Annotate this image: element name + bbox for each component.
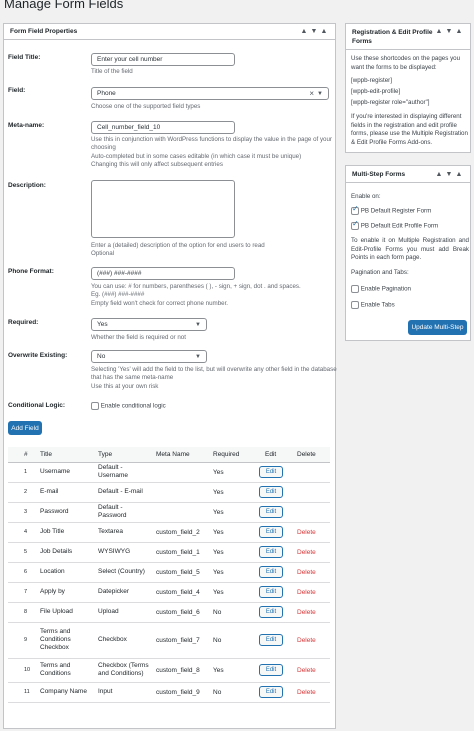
- table-row: [8, 622, 330, 658]
- meta-help-line: choosing: [91, 144, 116, 152]
- delete-link[interactable]: Delete: [297, 528, 316, 536]
- table-row: [8, 582, 330, 602]
- description-label: Description:: [8, 182, 46, 189]
- row-meta-name: [152, 462, 209, 482]
- row-meta-name: custom_field_7: [152, 622, 209, 658]
- row-type: Textarea: [94, 522, 152, 542]
- edit-profile-checkbox[interactable]: [351, 222, 359, 230]
- shortcode-edit-profile: [wppb-edit-profile]: [351, 88, 401, 95]
- table-row: [8, 502, 330, 522]
- row-delete-cell: [293, 562, 330, 582]
- row-required: Yes: [209, 562, 255, 582]
- register-form-text: PB Default Register Form: [360, 207, 432, 215]
- row-edit-cell: [255, 462, 293, 482]
- row-required: Yes: [209, 502, 255, 522]
- row-delete-cell: [293, 682, 330, 702]
- meta-name-value: Cell_number_field_10: [97, 124, 161, 131]
- field-title-help: Title of the field: [91, 68, 133, 75]
- phone-format-label: Phone Format:: [8, 268, 54, 275]
- required-help: Whether the field is required or not: [91, 334, 186, 341]
- multistep-note: To enable it on Multiple Registration and Edit-Profile Forms you must add Break Points in each form page.: [351, 237, 469, 261]
- row-required: No: [209, 602, 255, 622]
- row-number: 11: [8, 682, 36, 702]
- row-delete-cell: [293, 602, 330, 622]
- clear-icon[interactable]: ×: [309, 89, 315, 98]
- row-required: Yes: [209, 482, 255, 502]
- delete-link[interactable]: Delete: [297, 588, 316, 596]
- meta-name-help: [91, 136, 332, 169]
- meta-name-label: Meta-name:: [8, 122, 45, 129]
- panel-header: [4, 24, 335, 40]
- move-down-icon[interactable]: ▼: [445, 28, 453, 35]
- row-delete-cell: [293, 482, 330, 502]
- row-meta-name: custom_field_8: [152, 658, 209, 682]
- col-meta-name: Meta Name: [152, 447, 209, 462]
- table-row: [8, 562, 330, 582]
- row-edit-cell: [255, 482, 293, 502]
- description-help: [91, 242, 265, 259]
- row-edit-cell: [255, 502, 293, 522]
- row-required: Yes: [209, 658, 255, 682]
- row-number: 9: [8, 622, 36, 658]
- row-meta-name: custom_field_5: [152, 562, 209, 582]
- row-title: E-mail: [36, 482, 94, 502]
- table-row: [8, 522, 330, 542]
- edit-profile-option[interactable]: [351, 222, 438, 231]
- shortcodes-outro: If you're interested in displaying different fields in the registration and edit profile forms, please use the Multiple Registration & Edit Profile Forms Add-ons.: [351, 113, 468, 146]
- row-required: Yes: [209, 522, 255, 542]
- row-type: Upload: [94, 602, 152, 622]
- overwrite-help-line: that has the same meta-name: [91, 374, 174, 382]
- panel-header: [346, 166, 470, 183]
- tabs-text: Enable Tabs: [360, 301, 395, 309]
- row-edit-cell: [255, 658, 293, 682]
- table-row: [8, 462, 330, 482]
- row-title: Location: [36, 562, 94, 582]
- row-required: Yes: [209, 582, 255, 602]
- delete-link[interactable]: Delete: [297, 568, 316, 576]
- overwrite-value: No: [97, 353, 106, 360]
- row-delete-cell: [293, 542, 330, 562]
- move-up-icon[interactable]: ▲: [300, 28, 308, 35]
- description-help-line: Enter a (detailed) description of the option for end users to read: [91, 242, 265, 249]
- required-value: Yes: [97, 321, 108, 328]
- phone-format-input[interactable]: [91, 267, 235, 280]
- meta-help-line: Use this in conjunction with WordPress functions to display the value in the page of your: [91, 136, 332, 143]
- enable-on-label: Enable on:: [351, 193, 381, 200]
- overwrite-help-line: Use this at your own risk: [91, 382, 159, 390]
- col-delete: Delete: [293, 447, 330, 462]
- row-title: Username: [36, 462, 94, 482]
- meta-help-line: Auto-completed but in some cases editable (in which case it must be unique): [91, 152, 302, 160]
- row-meta-name: custom_field_2: [152, 522, 209, 542]
- row-required: Yes: [209, 542, 255, 562]
- row-number: 1: [8, 462, 36, 482]
- row-edit-cell: [255, 582, 293, 602]
- row-meta-name: custom_field_1: [152, 542, 209, 562]
- row-type: Default - E-mail: [94, 482, 152, 502]
- chevron-down-icon: ▼: [317, 90, 323, 97]
- field-type-help: Choose one of the supported field types: [91, 103, 201, 110]
- row-title: Company Name: [36, 682, 94, 702]
- row-required: Yes: [209, 462, 255, 482]
- row-title: Terms and Conditions Checkbox: [36, 622, 94, 658]
- overwrite-help: [91, 366, 337, 391]
- field-title-value: Enter your cell number: [97, 56, 163, 63]
- col-type: Type: [94, 447, 152, 462]
- conditional-logic-checkbox[interactable]: [91, 402, 99, 410]
- collapse-toggle-icon[interactable]: ▲: [455, 28, 463, 35]
- row-type: Checkbox (Terms and Conditions): [94, 658, 152, 682]
- pagination-option[interactable]: [351, 285, 411, 294]
- row-title: Apply by: [36, 582, 94, 602]
- table-row: [8, 482, 330, 502]
- row-number: 5: [8, 542, 36, 562]
- row-number: 6: [8, 562, 36, 582]
- delete-link[interactable]: Delete: [297, 608, 316, 616]
- field-title-input[interactable]: [91, 53, 235, 66]
- edit-button[interactable]: Edit: [259, 466, 283, 478]
- pagination-text: Enable Pagination: [360, 285, 411, 293]
- phone-help-line: Empty field won't check for correct phone number.: [91, 299, 229, 307]
- conditional-logic-text: Enable conditional logic: [100, 402, 166, 410]
- row-edit-cell: [255, 562, 293, 582]
- conditional-logic-label: Conditional Logic:: [8, 402, 66, 409]
- collapse-toggle-icon[interactable]: ▲: [320, 28, 328, 35]
- edit-button[interactable]: Edit: [259, 566, 283, 578]
- col-number: #: [8, 447, 36, 462]
- delete-link[interactable]: Delete: [297, 636, 316, 644]
- delete-link[interactable]: Delete: [297, 666, 316, 674]
- register-form-checkbox[interactable]: [351, 207, 359, 215]
- row-delete-cell: [293, 522, 330, 542]
- table-header-row: [8, 447, 330, 462]
- add-field-button[interactable]: Add Field: [8, 421, 42, 435]
- row-delete-cell: [293, 622, 330, 658]
- row-edit-cell: [255, 602, 293, 622]
- row-type: Input: [94, 682, 152, 702]
- row-type: Default - Username: [94, 462, 152, 482]
- tabs-option[interactable]: [351, 301, 395, 310]
- panel-header: [346, 24, 470, 50]
- row-title: Job Details: [36, 542, 94, 562]
- register-form-option[interactable]: [351, 207, 431, 216]
- edit-profile-text: PB Default Edit Profile Form: [360, 222, 439, 230]
- panel-title: Form Field Properties: [10, 28, 78, 35]
- shortcodes-intro: Use these shortcodes on the pages you want the forms to be displayed:: [351, 55, 461, 71]
- edit-button[interactable]: Edit: [259, 634, 283, 646]
- overwrite-label: Overwrite Existing:: [8, 352, 68, 359]
- delete-link[interactable]: Delete: [297, 548, 316, 556]
- row-number: 3: [8, 502, 36, 522]
- phone-format-value: (###) ###-####: [97, 270, 142, 277]
- description-textarea[interactable]: [91, 180, 235, 238]
- row-number: 10: [8, 658, 36, 682]
- overwrite-select[interactable]: [91, 350, 207, 363]
- row-delete-cell: [293, 582, 330, 602]
- row-number: 7: [8, 582, 36, 602]
- move-down-icon[interactable]: ▼: [310, 28, 318, 35]
- panel-title: Registration & Edit Profile Forms: [352, 29, 433, 45]
- edit-button[interactable]: Edit: [259, 546, 283, 558]
- tabs-checkbox[interactable]: [351, 301, 359, 309]
- field-type-label: Field:: [8, 87, 26, 94]
- pagination-checkbox[interactable]: [351, 285, 359, 293]
- row-title: Job Title: [36, 522, 94, 542]
- col-title: Title: [36, 447, 94, 462]
- move-down-icon[interactable]: ▼: [445, 170, 453, 178]
- delete-link[interactable]: Delete: [297, 688, 316, 696]
- phone-help-line: You can use: # for numbers, parentheses ( ), - sign, + sign, dot . and spaces.: [91, 283, 301, 290]
- meta-help-line: Changing this will only affect subsequent entries: [91, 160, 223, 168]
- pagination-tabs-label: Pagination and Tabs:: [351, 269, 409, 276]
- shortcode-register-author: [wppb-register role="author"]: [351, 99, 430, 106]
- phone-format-help: [91, 283, 301, 308]
- field-title-label: Field Title:: [8, 54, 41, 61]
- row-number: 8: [8, 602, 36, 622]
- row-title: Password: [36, 502, 94, 522]
- row-type: Datepicker: [94, 582, 152, 602]
- row-title: Terms and Conditions: [36, 658, 94, 682]
- row-edit-cell: [255, 622, 293, 658]
- row-meta-name: custom_field_4: [152, 582, 209, 602]
- row-edit-cell: [255, 682, 293, 702]
- edit-button[interactable]: Edit: [259, 586, 283, 598]
- conditional-logic-option[interactable]: [91, 402, 166, 411]
- description-help-line: Optional: [91, 250, 115, 258]
- panel-title: Multi-Step Forms: [352, 170, 406, 178]
- row-type: Default - Password: [94, 502, 152, 522]
- row-delete-cell: [293, 502, 330, 522]
- edit-button[interactable]: Edit: [259, 486, 283, 498]
- row-title: File Upload: [36, 602, 94, 622]
- overwrite-help-line: Selecting 'Yes' will add the field to the list, but will overwrite any other field in the database: [91, 366, 337, 373]
- required-select[interactable]: [91, 318, 207, 331]
- row-meta-name: [152, 502, 209, 522]
- row-required: No: [209, 622, 255, 658]
- col-required: Required: [209, 447, 255, 462]
- move-up-icon[interactable]: ▲: [435, 170, 443, 178]
- collapse-toggle-icon[interactable]: ▲: [455, 170, 463, 178]
- update-multistep-button[interactable]: Update Multi-Step: [408, 320, 467, 335]
- field-type-value: Phone: [97, 90, 116, 97]
- row-type: Checkbox: [94, 622, 152, 658]
- shortcode-register: [wppb-register]: [351, 77, 392, 84]
- phone-help-line: Eg. (###) ###-####: [91, 291, 145, 299]
- edit-button[interactable]: Edit: [259, 506, 283, 518]
- table-row: [8, 682, 330, 702]
- required-label: Required:: [8, 319, 39, 326]
- table-row: [8, 602, 330, 622]
- row-required: No: [209, 682, 255, 702]
- table-row: [8, 542, 330, 562]
- row-meta-name: custom_field_9: [152, 682, 209, 702]
- edit-button[interactable]: Edit: [259, 686, 283, 698]
- row-number: 4: [8, 522, 36, 542]
- row-number: 2: [8, 482, 36, 502]
- chevron-down-icon: ▼: [195, 321, 201, 328]
- row-meta-name: custom_field_6: [152, 602, 209, 622]
- fields-table: [8, 447, 330, 703]
- col-edit: Edit: [255, 447, 293, 462]
- table-row: [8, 658, 330, 682]
- row-type: WYSIWYG: [94, 542, 152, 562]
- meta-name-input[interactable]: [91, 121, 235, 134]
- edit-button[interactable]: Edit: [259, 526, 283, 538]
- row-edit-cell: [255, 542, 293, 562]
- row-delete-cell: [293, 462, 330, 482]
- row-delete-cell: [293, 658, 330, 682]
- row-type: Select (Country): [94, 562, 152, 582]
- edit-button[interactable]: Edit: [259, 664, 283, 676]
- move-up-icon[interactable]: ▲: [435, 28, 443, 35]
- field-type-select[interactable]: [91, 87, 329, 100]
- chevron-down-icon: ▼: [195, 353, 201, 360]
- row-edit-cell: [255, 522, 293, 542]
- row-meta-name: [152, 482, 209, 502]
- page-title: Manage Form Fields: [4, 0, 124, 11]
- edit-button[interactable]: Edit: [259, 606, 283, 618]
